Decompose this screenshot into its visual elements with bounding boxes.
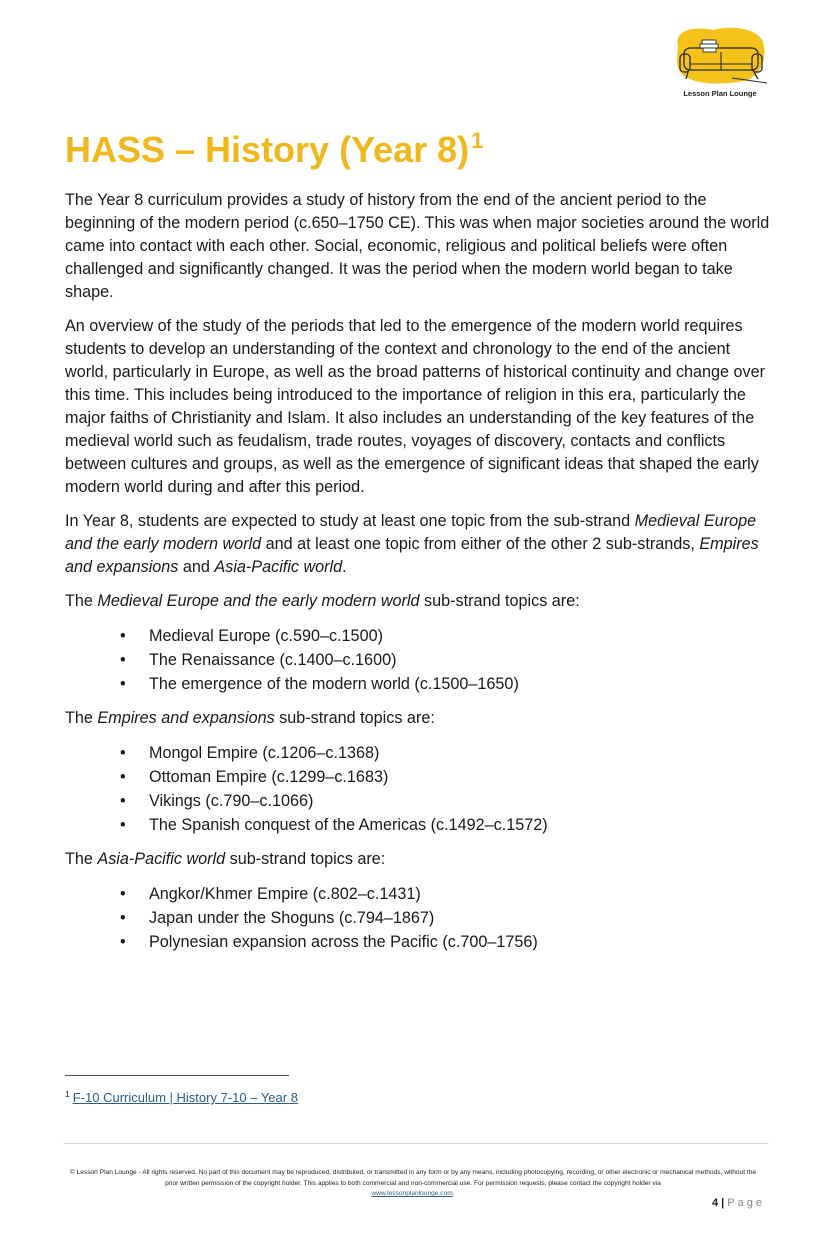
bullet-icon: • bbox=[120, 675, 126, 693]
topic-list-medieval bbox=[65, 624, 770, 696]
topic-text: The Renaissance (c.1400–c.1600) bbox=[149, 651, 397, 669]
bullet-icon: • bbox=[120, 768, 126, 786]
list-item bbox=[65, 672, 770, 696]
footer-divider bbox=[63, 1143, 769, 1144]
requirements-text-1: In Year 8, students are expected to study at least one topic from the sub-strand bbox=[65, 512, 635, 530]
substrand-name-medieval: Medieval Europe and the early modern world bbox=[65, 512, 757, 553]
substrand-name-asia-pacific: Asia-Pacific world bbox=[214, 558, 343, 576]
page-title bbox=[65, 128, 483, 171]
section-intro-empires bbox=[65, 707, 770, 730]
section-intro-substrand: Empires and expansions bbox=[97, 709, 275, 727]
list-item bbox=[65, 882, 770, 906]
substrand-name-empires: Empires and expansions bbox=[65, 535, 759, 576]
topic-text: Mongol Empire (c.1206–c.1368) bbox=[149, 744, 380, 762]
page-label: Page bbox=[727, 1197, 765, 1209]
footnote-link[interactable]: F-10 Curriculum | History 7-10 – Year 8 bbox=[72, 1090, 298, 1105]
list-item bbox=[65, 648, 770, 672]
topic-text: Medieval Europe (c.590–c.1500) bbox=[149, 627, 383, 645]
title-text: HASS – History (Year 8) bbox=[65, 129, 470, 170]
section-intro-prefix: The bbox=[65, 592, 98, 610]
list-item bbox=[65, 906, 770, 930]
list-item bbox=[65, 765, 770, 789]
footnote bbox=[65, 1089, 298, 1105]
section-intro-substrand: Asia-Pacific world bbox=[97, 850, 226, 868]
title-footnote-marker[interactable]: 1 bbox=[471, 128, 484, 153]
section-intro-prefix: The bbox=[65, 850, 98, 868]
footer-copyright bbox=[66, 1168, 760, 1200]
intro-paragraph: The Year 8 curriculum provides a study of history from the end of the ancient period to the beginning of the modern period (c.650–1750 CE). This was when major societies around the world came into contact with each other. Social, economic, religious and political beliefs were often challenged and significantly changed. It was the period when the modern world began to take shape. bbox=[65, 191, 770, 301]
list-item bbox=[65, 789, 770, 813]
page-separator: | bbox=[721, 1197, 725, 1209]
topic-list-empires bbox=[65, 741, 770, 837]
bullet-icon: • bbox=[120, 651, 126, 669]
topic-text: Vikings (c.790–c.1066) bbox=[149, 792, 314, 810]
topic-list-asia-pacific bbox=[65, 882, 770, 954]
page-number bbox=[712, 1197, 765, 1209]
bullet-icon: • bbox=[120, 885, 126, 903]
logo-text: Lesson Plan Lounge bbox=[683, 89, 757, 98]
website-link[interactable]: www.lessonplanlounge.com bbox=[371, 1190, 453, 1197]
company-logo bbox=[672, 26, 768, 102]
topic-text: Japan under the Shoguns (c.794–1867) bbox=[149, 909, 435, 927]
bullet-icon: • bbox=[120, 933, 126, 951]
topic-text: The emergence of the modern world (c.1500–1650) bbox=[149, 675, 519, 693]
bullet-icon: • bbox=[120, 816, 126, 834]
topic-text: Angkor/Khmer Empire (c.802–c.1431) bbox=[149, 885, 421, 903]
footnote-divider bbox=[65, 1075, 289, 1076]
requirements-text-2: and at least one topic from either of the other 2 sub-strands, bbox=[261, 535, 700, 553]
section-intro-prefix: The bbox=[65, 709, 98, 727]
overview-paragraph: An overview of the study of the periods that led to the emergence of the modern world requires students to develop an understanding of the context and chronology to the end of the ancient world, particularly in Europe, as well as the broad patterns of historical continuity and change over this time. This includes being introduced to the importance of religion in this era, particularly the major faiths of Christianity and Islam. It also includes an understanding of the key features of the medieval world such as feudalism, trade routes, voyages of discovery, contacts and conflicts between cultures and groups, as well as the emergence of significant ideas that shaped the early modern world during and after this period. bbox=[65, 317, 766, 496]
list-item bbox=[65, 813, 770, 837]
requirements-paragraph bbox=[65, 510, 770, 579]
topic-text: Ottoman Empire (c.1299–c.1683) bbox=[149, 768, 389, 786]
page-number-value: 4 bbox=[711, 1197, 719, 1209]
sofa-logo-icon bbox=[672, 26, 768, 88]
requirements-text-4: . bbox=[342, 558, 347, 576]
bullet-icon: • bbox=[120, 627, 126, 645]
footnote-marker: 1 bbox=[65, 1089, 70, 1099]
bullet-icon: • bbox=[120, 792, 126, 810]
section-intro-substrand: Medieval Europe and the early modern world bbox=[97, 592, 420, 610]
copyright-end: . bbox=[452, 1190, 455, 1197]
topic-text: Polynesian expansion across the Pacific (c.700–1756) bbox=[149, 933, 538, 951]
list-item bbox=[65, 624, 770, 648]
document-body bbox=[65, 189, 770, 965]
section-intro-medieval bbox=[65, 590, 770, 613]
section-intro-suffix: sub-strand topics are: bbox=[225, 850, 386, 868]
section-intro-suffix: sub-strand topics are: bbox=[274, 709, 435, 727]
section-intro-asia-pacific bbox=[65, 848, 770, 871]
bullet-icon: • bbox=[120, 744, 126, 762]
bullet-icon: • bbox=[120, 909, 126, 927]
list-item bbox=[65, 930, 770, 954]
copyright-text: © Lesson Plan Lounge - All rights reserved. No part of this document may be reproduced, distributed, or transmitted in any form or by any means, including photocopying, recording, or other electronic or mechanical methods, without the prior written permission of the copyright holder. This applies to both commercial and non-commercial use. For permission requests, please contact the copyright holder via bbox=[69, 1169, 757, 1187]
requirements-text-3: and bbox=[178, 558, 215, 576]
section-intro-suffix: sub-strand topics are: bbox=[419, 592, 580, 610]
topic-text: The Spanish conquest of the Americas (c.1492–c.1572) bbox=[149, 816, 548, 834]
list-item bbox=[65, 741, 770, 765]
